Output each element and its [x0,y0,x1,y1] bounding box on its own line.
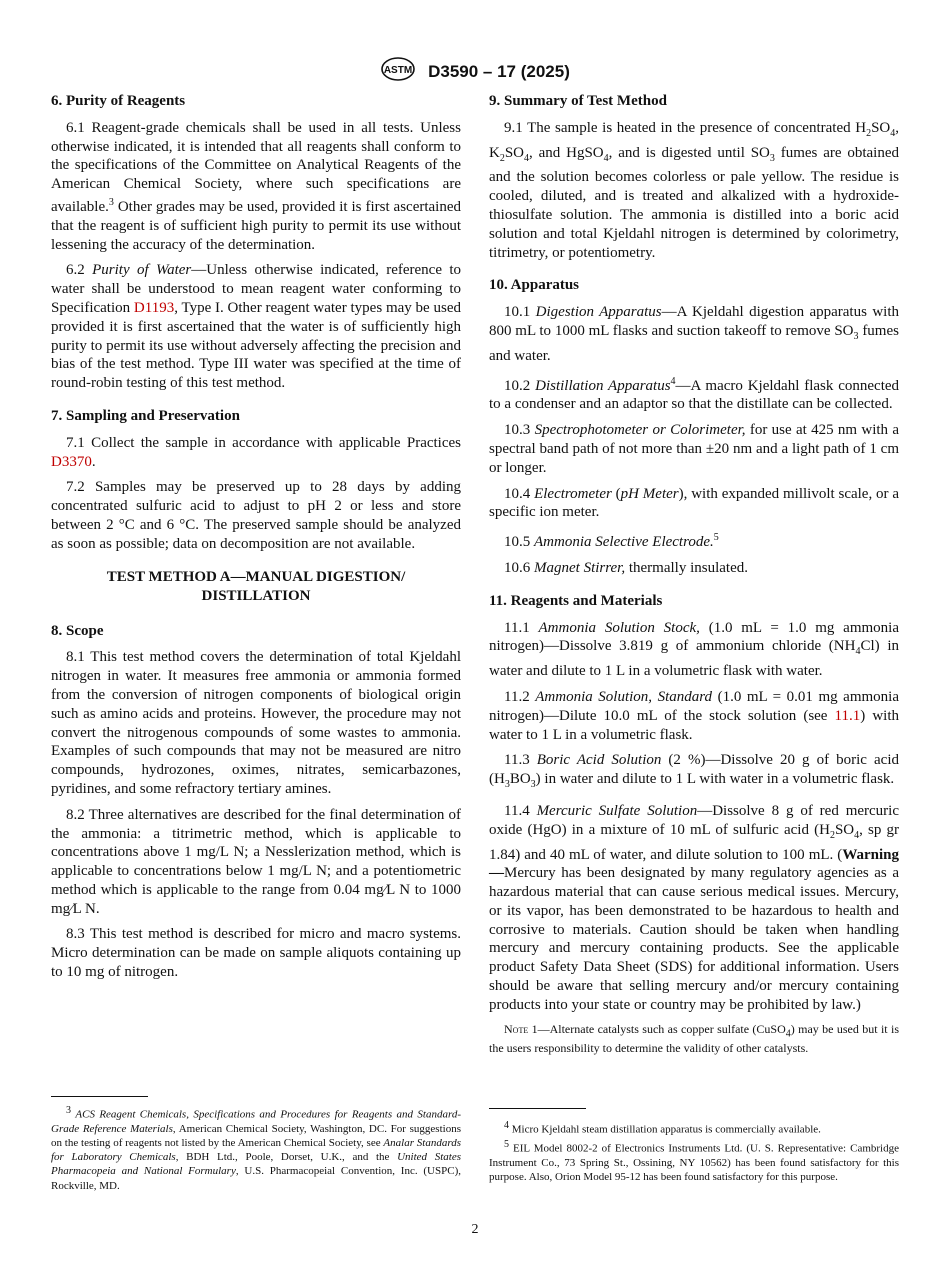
section-9 [489,92,899,262]
svg-text:ASTM: ASTM [383,65,413,76]
paragraph-8-1: 8.1 This test method covers the determination of total Kjeldahl nitrogen in water. It measures free ammonia or ammonia formed from the conversion of nitrogen components of biological origin such as amino acids and proteins. However, the procedure may not convert the nitrogenous compounds of some wastes to ammonia. Examples of such compounds that may not be measured are nitro compounds, hydrozones, oximes, nitrates, semicarbazones, pyridines, and some refractory tertiary amines. [51,649,461,797]
footnote-4: $^4$ Micro Kjeldahl steam distillation apparatus is commercially available. [504,1120,821,1136]
paragraph-11-3: 11.3 Boric Acid Solution (2 %)—Dissolve 20 g of boric acid $(H_3BO_3)$ in water and dilute to 1 L with water in a volumetric flask. [489,752,899,791]
paragraph-10-2: 10.2 Distillation Apparatus$^4$—A macro Kjeldahl flask connected to a condenser and an adaptor so that the distillate can be collected. [489,375,900,413]
footnotes-left [51,1104,461,1194]
section-7 [51,407,461,554]
paragraph-10-6: 10.6 Magnet Stirrer, thermally insulated. [504,559,748,576]
section-heading: 10. Apparatus [489,277,580,294]
footnote-divider [489,1108,586,1109]
note-1: Note 1—Alternate catalysts such as copper sulfate (CuSO$_4$) may be used but it is the users responsibility to determine the validity of other catalysts. [489,1021,899,1056]
paragraph-6-2: 6.2 Purity of Water—Unless otherwise indicated, reference to water shall be understood to mean reagent water conforming to Specification D1193, Type I. Other reagent water types may be used provided it is first ascertained that the water is of sufficiently high purity to permit its use without adversely affecting the precision and bias of the test method. Type III water was specified at the time of round-robin testing of this test method. [51,262,461,392]
paragraph-10-4: 10.4 Electrometer (pH Meter), with expanded millivolt scale, or a specific ion meter. [489,485,900,521]
footnote-ref[interactable]: 4 [670,375,676,387]
footnote-divider [51,1096,148,1097]
section-heading: 7. Sampling and Preservation [51,407,240,424]
page-number: 2 [471,1222,479,1237]
section-heading: 9. Summary of Test Method [489,93,667,109]
footnote-3: $^3$ ACS Reagent Chemicals, Specifications and Procedures for Reagents and Standard-Grade Reference Materials, American Chemical Society, Washington, DC. For suggestions on the testing of reagents not listed by the American Chemical Society, see Analar Standards for Laboratory Chemicals, BDH Ltd., Poole, Dorset, U.K., and the United States Pharmacopeia and National Formulary, U.S. Pharmacopeial Convention, Inc. (USPC), Rockville, MD. [51,1105,461,1192]
footnote-ref[interactable]: 5 [713,532,719,544]
link-11-1[interactable]: 11.1 [834,707,861,724]
paragraph-9-1: 9.1 The sample is heated in the presence of concentrated $H_2SO_4$, $K_2SO_4$, and HgSO$_4$, and is digested until $SO_3$ fumes are obtained and the solution becomes colorless or pale yellow. The residue is cooled, diluted, and is treated and alkalized with a hydroxide-thiosulfate solution. The ammonia is distilled into a boric acid solution and total Kjeldahl nitrogen is determined by colorimetry, titrimetry, or potentiometry. [489,119,899,261]
document-designation: D3590 – 17 (2025) [428,61,570,81]
section-heading: 11. Reagents and Materials [489,592,663,609]
link-d1193[interactable]: D1193 [133,299,175,316]
paragraph-8-2: 8.2 Three alternatives are described for the final determination of the ammonia: a titrimetric method, which is applicable to concentrations above 1 mg/L N; a Nesslerization method, which is applicable to concentrations below 1 mg/L N; and a potentiometric method which is applicable to the range from 0.04 mg⁄L N to 1000 mg⁄L N. [51,806,461,917]
paragraph-11-4: 11.4 Mercuric Sulfate Solution—Dissolve 8 g of red mercuric oxide (HgO) in a mixture of 10 mL of sulfuric acid ($H_2SO_4$, sp gr 1.84) and 40 mL of water, and dilute solution to 100 mL. (Warning—Mercury has been designated by many regulatory agencies as a hazardous material that can cause serious medical issues. Mercury, or its vapor, has been demonstrated to be hazardous to health and corrosive to materials. Caution should be taken when handling mercury and mercury containing products. See the applicable product Safety Data Sheet (SDS) for additional information. Users should be aware that selling mercury and/or mercury containing products into your state or country may be prohibited by law.) [489,802,899,1013]
paragraph-7-1: 7.1 Collect the sample in accordance with applicable Practices D3370. [51,434,461,470]
paragraph-10-3: 10.3 Spectrophotometer or Colorimeter, for use at 425 nm with a spectral band path of not more than ±20 nm and a light path of 1 cm or longer. [489,422,900,476]
footnote-5: $^5$ EIL Model 8002-2 of Electronics Instruments Ltd. (U. S. Representative: Cambridge Instrument Co., 73 Spring St., Ossining, NY 10562) has been found satisfactory for this purpose. Also, Orion Model 95-12 has been found satisfactory for this purpose. [489,1138,899,1183]
paragraph-11-1: 11.1 Ammonia Solution Stock, (1.0 mL = 1.0 mg ammonia nitrogen)—Dissolve 3.819 g of ammonium chloride $(NH_4Cl)$ in water and dilute to 1 L in a volumetric flask with water. [489,619,899,680]
paragraph-7-2: 7.2 Samples may be preserved up to 28 days by adding concentrated sulfuric acid to adjust to pH 2 or less and store between 2 °C and 6 °C. The preserved sample should be analyzed as soon as possible; data on decomposition are not available. [51,479,461,552]
link-d3370[interactable]: D3370 [51,453,92,470]
section-11 [489,592,899,1056]
section-6 [51,92,461,393]
page-header [0,56,950,87]
paragraph-10-5: 10.5 Ammonia Selective Electrode.$^5$ [504,532,719,551]
section-heading: 8. Scope [51,622,104,639]
section-10 [489,276,899,577]
left-column [51,92,461,996]
paragraph-10-1: 10.1 Digestion Apparatus—A Kjeldahl digestion apparatus with 800 mL to 1000 mL flasks and suction takeoff to remove $SO_3$ fumes and water. [489,304,900,364]
footnote-ref[interactable]: 3 [108,196,114,208]
section-heading: 6. Purity of Reagents [51,93,186,109]
paragraph-11-2: 11.2 Ammonia Solution, Standard (1.0 mL = 0.01 mg ammonia nitrogen)—Dilute 10.0 mL of the stock solution (see 11.1) with water to 1 L in a volumetric flask. [489,688,899,743]
section-8 [51,622,461,982]
footnotes-right [489,1119,899,1185]
right-column [489,92,899,1070]
method-title: TEST METHOD A—MANUAL DIGESTION/ DISTILLATION [106,568,406,604]
paragraph-8-3: 8.3 This test method is described for micro and macro systems. Micro determination can be made on sample aliquots containing up to 10 mg of nitrogen. [51,926,461,981]
astm-logo-icon [380,56,416,87]
paragraph-6-1: 6.1 Reagent-grade chemicals shall be used in all tests. Unless otherwise indicated, it is intended that all reagents shall conform to the specifications of the Committee on Analytical Reagents of the American Chemical Society, where such specifications are available.$^3$ Other grades may be used, provided it is first ascertained that the reagent is of sufficient high purity to permit its use without lessening the accuracy of the determination. [51,119,461,253]
